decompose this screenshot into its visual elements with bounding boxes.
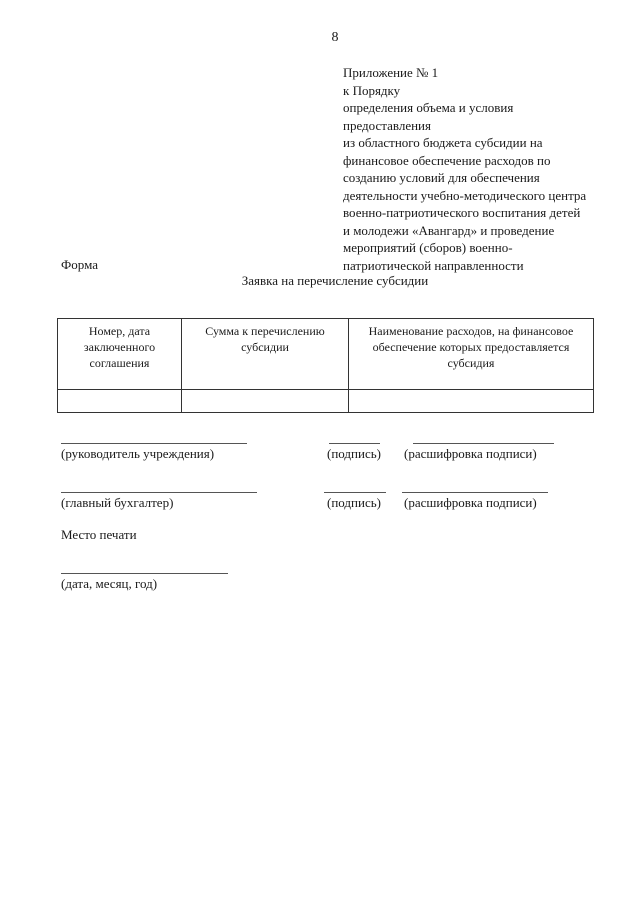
appendix-line: деятельности учебно-методического центра [343,187,587,203]
accountant-signature-line [324,492,386,493]
appendix-line: определения объема и условия [343,100,514,115]
form-label: Форма [61,257,98,272]
subsidy-request-table [57,318,594,413]
appendix-line: и молодежи «Авангард» и проведение [343,222,555,238]
date-caption: (дата, месяц, год) [61,576,158,591]
appendix-line: финансовое обеспечение расходов по [343,152,551,168]
appendix-line: из областного бюджета субсидии на [343,135,543,150]
accountant-decoding-caption: (расшифровка подписи) [404,495,537,510]
head-decoding-line [413,443,554,444]
appendix-line: предоставления [343,117,431,133]
accountant-signature-caption: (подпись) [327,495,381,510]
table-row [58,390,594,413]
accountant-caption: (главный бухгалтер) [61,495,174,510]
cell-subsidy-amount[interactable] [182,390,349,413]
appendix-line: Приложение № 1 [343,65,439,80]
accountant-decoding-line [402,492,548,493]
head-signature-line [329,443,380,444]
date-line [61,573,228,574]
appendix-line: к Порядку [343,82,401,98]
appendix-line: мероприятий (сборов) военно- [343,240,513,255]
header-subsidy-amount: Сумма к перечислению субсидии [182,319,349,390]
appendix-line: созданию условий для обеспечения [343,170,540,185]
appendix-line: военно-патриотического воспитания детей [343,205,581,220]
appendix-block [343,64,613,274]
page-number: 8 [331,30,339,45]
cell-expense-name[interactable] [349,390,594,413]
head-signature-caption: (подпись) [327,446,381,461]
header-expense-name: Наименование расходов, на финансовое обеспечение которых предоставляется субсидия [349,319,594,390]
header-agreement-number: Номер, дата заключенного соглашения [58,319,182,390]
stamp-place: Место печати [61,527,137,542]
accountant-name-line [61,492,257,493]
form-title: Заявка на перечисление субсидии [241,273,429,288]
head-decoding-caption: (расшифровка подписи) [404,446,537,461]
head-name-line [61,443,247,444]
head-caption: (руководитель учреждения) [61,446,215,461]
appendix-line: патриотической направленности [343,257,524,273]
cell-agreement-number[interactable] [58,390,182,413]
table-header-row [58,319,594,390]
